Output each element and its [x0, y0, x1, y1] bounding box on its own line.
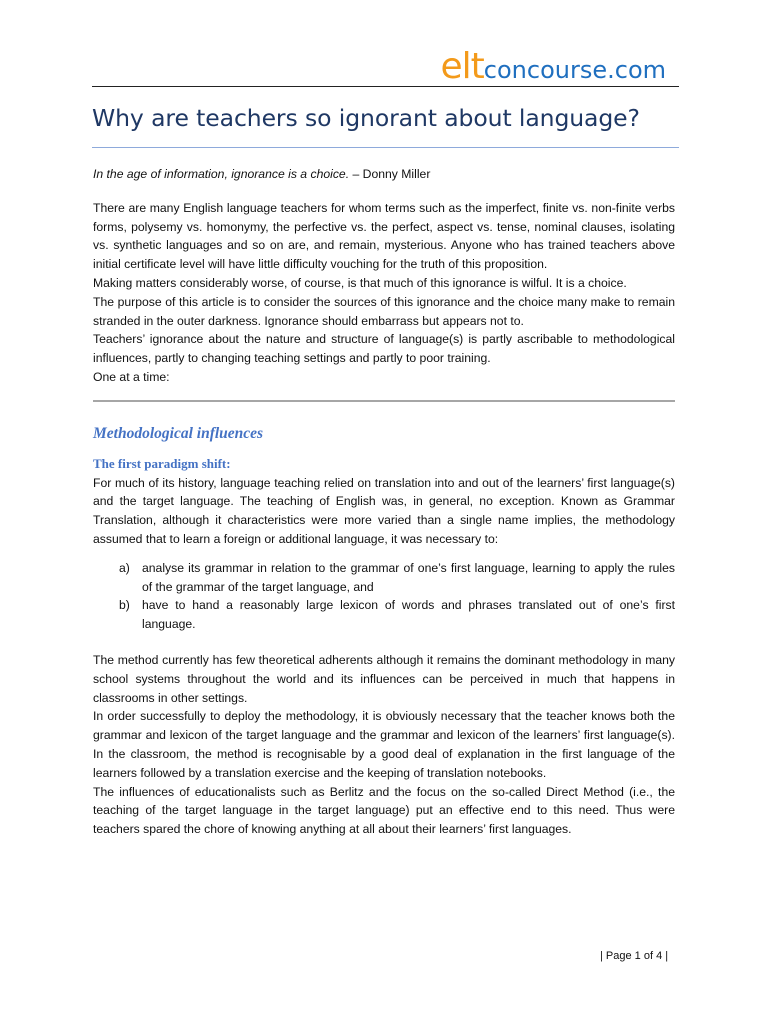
- body-paragraph: In order successfully to deploy the methodology, it is obviously necessary that the teacher knows both the grammar and lexicon of the target language and the grammar and lexicon of the learners’ first language(s). In the classroom, the method is recognisable by a good deal of explanation in the first language of the learners followed by a translation exercise and the keeping of translation notebooks.: [93, 709, 675, 780]
- list-item-text: have to hand a reasonably large lexicon of words and phrases translated out of one’s first language.: [142, 598, 675, 632]
- epigraph-attribution: – Donny Miller: [349, 167, 431, 181]
- list-item: [93, 559, 675, 597]
- requirements-list: [93, 559, 675, 634]
- intro-paragraph: There are many English language teachers for whom terms such as the imperfect, finite vs. non-finite verbs forms, polysemy vs. homonymy, the perfective vs. the perfect, aspect vs. tense, nominal clauses, isolating vs. synthetic languages and so on are, and remain, mysterious. Anyone who has trained teachers above initial certificate level will have little difficulty vouching for the truth of this proposition.: [93, 200, 675, 272]
- page-number: | Page 1 of 4 |: [600, 950, 669, 962]
- page-title: Why are teachers so ignorant about language?: [92, 104, 640, 132]
- logo-domain: concourse.com: [483, 56, 666, 84]
- title-underline: [92, 147, 679, 148]
- intro-paragraph: One at a time:: [93, 369, 170, 384]
- document-body: [93, 165, 675, 839]
- body-paragraph: The method currently has few theoretical adherents although it remains the dominant methodology in many school systems throughout the world and its influences can be perceived in much that happens in classrooms in other settings.: [93, 652, 675, 705]
- list-item: [93, 596, 675, 634]
- logo-elt: elt: [440, 46, 484, 87]
- section-subheading: The first paradigm shift:: [93, 455, 231, 471]
- list-marker: a): [119, 560, 130, 575]
- intro-paragraph: The purpose of this article is to consider the sources of this ignorance and the choice many make to remain stranded in the outer darkness. Ignorance should embarrass but appears not to.: [93, 294, 675, 328]
- list-marker: b): [119, 598, 130, 613]
- section-divider: [93, 400, 675, 402]
- intro-paragraph: Making matters considerably worse, of course, is that much of this ignorance is wilful. It is a choice.: [93, 275, 627, 290]
- header-rule: [92, 86, 679, 87]
- body-paragraph: For much of its history, language teaching relied on translation into and out of the learners’ first language(s) and the target language. The teaching of English was, in general, no exception. Known as Grammar Translation, although it characteristics were more varied than a single name implies, the methodology assumed that to learn a foreign or additional language, it was necessary to:: [93, 475, 675, 546]
- list-item-text: analyse its grammar in relation to the grammar of one’s first language, learning to apply the rules of the grammar of the target language, and: [142, 560, 675, 594]
- section-heading: Methodological influences: [93, 424, 264, 442]
- intro-paragraph: Teachers’ ignorance about the nature and structure of language(s) is partly ascribable to methodological influences, partly to changing teaching settings and partly to poor training.: [93, 332, 675, 366]
- site-logo: [441, 46, 666, 87]
- body-paragraph: The influences of educationalists such as Berlitz and the focus on the so-called Direct Method (i.e., the teaching of the target language in the target language) put an effective end to this need. Thus were teachers spared the chore of knowing anything at all about their learners’ first languages.: [93, 784, 675, 837]
- epigraph-quote: In the age of information, ignorance is a choice.: [93, 167, 350, 181]
- epigraph: [93, 165, 675, 184]
